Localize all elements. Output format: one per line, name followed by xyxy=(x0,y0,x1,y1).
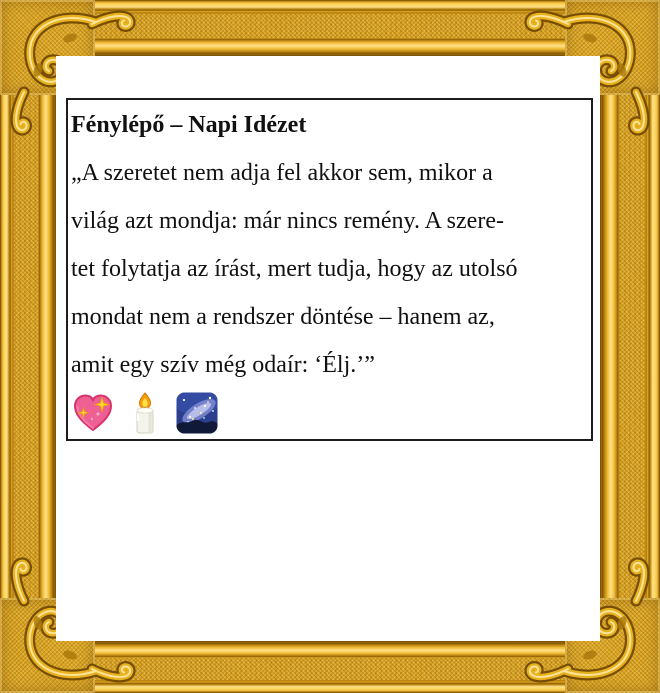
quote-line: „A szeretet nem adja fel akkor sem, mikor a xyxy=(71,160,493,186)
milky-way-icon xyxy=(175,391,219,435)
emoji-row xyxy=(71,389,590,437)
sparkling-heart-icon xyxy=(71,391,115,435)
quote-title: Fénylépő – Napi Idézet xyxy=(71,112,307,138)
quote-line: amit egy szív még odaír: ‘Élj.’” xyxy=(71,352,375,378)
quote-line: mondat nem a rendszer döntése – hanem az, xyxy=(71,304,495,330)
quote-line: tet folytatja az írást, mert tudja, hogy az utolsó xyxy=(71,256,518,282)
quote-box xyxy=(66,98,593,441)
candle-icon xyxy=(129,391,161,435)
quote-line: világ azt mondja: már nincs remény. A szere- xyxy=(71,208,504,234)
frame-interior xyxy=(56,56,600,641)
